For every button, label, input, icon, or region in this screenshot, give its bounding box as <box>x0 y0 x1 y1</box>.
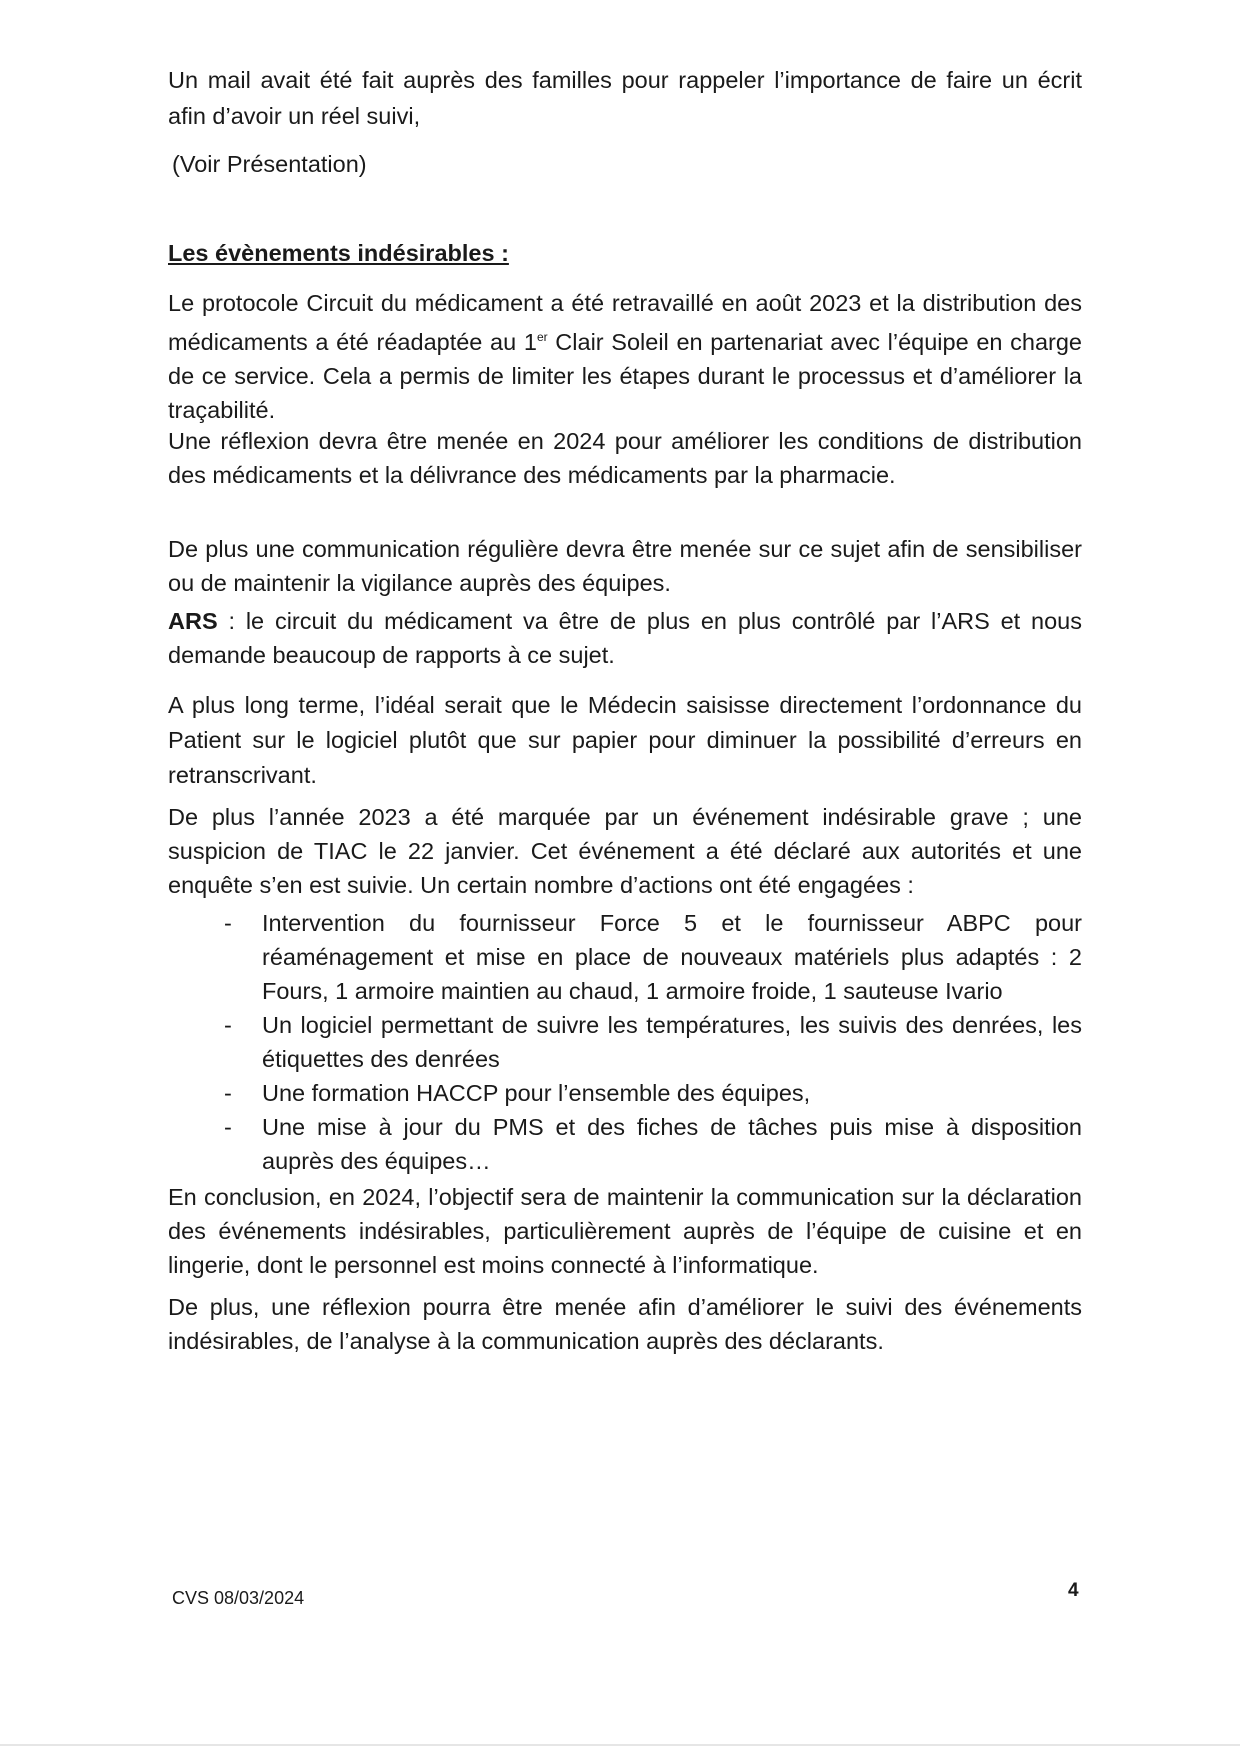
protocole-superscript: er <box>536 330 548 344</box>
ars-text: : le circuit du médicament va être de plus en plus contrôlé par l’ARS et nous demande beaucoup de rapports à ce sujet. <box>168 608 1082 668</box>
scan-edge-divider <box>0 1744 1240 1746</box>
list-dash: - <box>224 1080 232 1106</box>
paragraph-communication-reguliere: De plus une communication régulière devra être menée sur ce sujet afin de sensibiliser ou de maintenir la vigilance auprès des équipes. <box>168 536 1082 596</box>
ars-label: ARS <box>168 608 218 634</box>
actions-list <box>224 906 1082 1178</box>
list-item-text: Un logiciel permettant de suivre les températures, les suivis des denrées, les étiquettes des denrées <box>262 1012 1082 1072</box>
paragraph-mail-familles: Un mail avait été fait auprès des familles pour rappeler l’importance de faire un écrit afin d’avoir un réel suivi, <box>168 67 1082 129</box>
paragraph-ars <box>168 604 1082 672</box>
paragraph-conclusion: En conclusion, en 2024, l’objectif sera de maintenir la communication sur la déclaration des événements indésirables, particulièrement auprès de l’équipe de cuisine et en lingerie, dont le personnel est moins connecté à l’informatique. <box>168 1184 1082 1278</box>
protocole-text-a: Le protocole Circuit du médicament a été retravaillé en août 2023 et la distribution des médicaments a été réadaptée au 1 <box>168 290 1082 355</box>
paragraph-long-terme: A plus long terme, l’idéal serait que le Médecin saisisse directement l’ordonnance du Patient sur le logiciel plutôt que sur papier pour diminuer la possibilité d’erreurs en retranscrivant. <box>168 692 1082 788</box>
list-item-text: Intervention du fournisseur Force 5 et le fournisseur ABPC pour réaménagement et mise en place de nouveaux matériels plus adaptés : 2 Fours, 1 armoire maintien au chaud, 1 armoire froide, 1 sauteuse Ivario <box>262 910 1082 1004</box>
list-item-text: Une mise à jour du PMS et des fiches de tâches puis mise à disposition auprès des équipes… <box>262 1114 1082 1174</box>
page-number: 4 <box>1068 1580 1079 1601</box>
paragraph-protocole-circuit <box>168 286 1082 427</box>
list-item <box>224 1076 1082 1110</box>
paragraph-suivi-evenements: De plus, une réflexion pourra être menée afin d’améliorer le suivi des événements indésirables, de l’analyse à la communication auprès des déclarants. <box>168 1294 1082 1354</box>
list-item <box>224 1008 1082 1076</box>
list-dash: - <box>224 910 232 936</box>
paragraph-evenement-grave: De plus l’année 2023 a été marquée par un événement indésirable grave ; une suspicion de TIAC le 22 janvier. Cet événement a été déclaré aux autorités et une enquête s’en est suivie. Un certain nombre d’actions ont été engagées : <box>168 804 1082 898</box>
footer-cvs-date: CVS 08/03/2024 <box>172 1588 305 1608</box>
protocole-text-b: Clair Soleil en partenariat avec l’équipe en charge de ce service. Cela a permis de limiter les étapes durant le processus et d’améliorer la traçabilité. <box>168 328 1082 423</box>
list-item <box>224 1110 1082 1178</box>
list-item-text: Une formation HACCP pour l’ensemble des équipes, <box>262 1080 811 1106</box>
list-item <box>224 906 1082 1008</box>
paragraph-reflexion-2024: Une réflexion devra être menée en 2024 pour améliorer les conditions de distribution des médicaments et la délivrance des médicaments par la pharmacie. <box>168 428 1082 488</box>
paragraph-voir-presentation: (Voir Présentation) <box>172 151 367 177</box>
list-dash: - <box>224 1012 232 1038</box>
list-dash: - <box>224 1114 232 1140</box>
section-heading-evenements: Les évènements indésirables : <box>168 240 509 266</box>
